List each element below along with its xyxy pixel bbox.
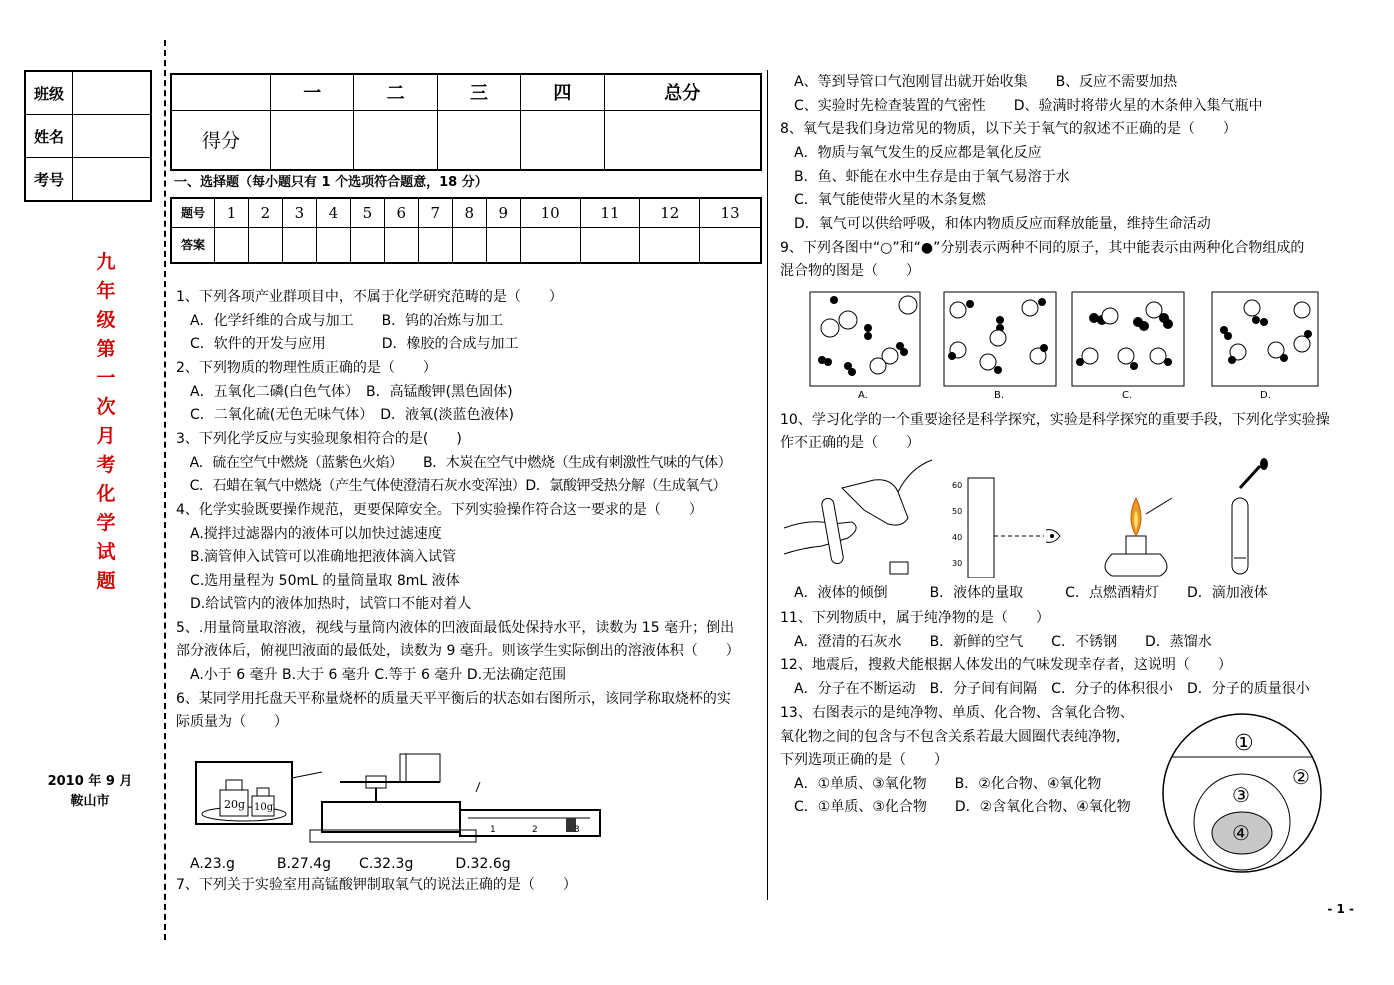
score-cell[interactable]	[521, 110, 604, 170]
question-line: A．硫在空气中燃烧（蓝紫色火焰） B．木炭在空气中燃烧（生成有刺激性气味的气体）	[176, 455, 732, 471]
score-header: 四	[521, 74, 604, 110]
score-header: 一	[271, 74, 354, 110]
question-line: A．五氧化二磷(白色气体） B．高锰酸钾(黑色固体)	[176, 384, 513, 400]
question-line: D.给试管内的液体加热时，试管口不能对着人	[176, 596, 472, 612]
exam-title-vertical	[96, 248, 116, 596]
question-line: C．①单质、③化合物 D．②含氧化合物、④氧化物	[780, 799, 1131, 815]
answer-num: 10	[520, 198, 580, 227]
title-char: 试	[96, 541, 116, 563]
answer-num: 6	[384, 198, 418, 227]
answer-num: 5	[350, 198, 384, 227]
title-char: 九	[96, 251, 116, 273]
answer-cell[interactable]	[486, 227, 520, 263]
title-char: 题	[96, 570, 116, 592]
question-line: 7、下列关于实验室用高锰酸钾制取氧气的说法正确的是（ ）	[176, 877, 577, 893]
question-line: A.搅拌过滤器内的液体可以加快过滤速度	[176, 526, 442, 542]
title-char: 月	[96, 425, 116, 447]
score-cell[interactable]	[354, 110, 437, 170]
title-char: 化	[96, 483, 116, 505]
score-corner	[171, 74, 271, 110]
question-line: 8、氧气是我们身边常见的物质，以下关于氧气的叙述不正确的是（ ）	[780, 121, 1237, 137]
cylinder-tick: 50	[952, 507, 963, 516]
score-header: 三	[437, 74, 520, 110]
name-label: 姓名	[25, 115, 73, 158]
class-field[interactable]	[73, 71, 152, 115]
q10-options: A．液体的倾倒 B．液体的量取 C．点燃酒精灯 D．滴加液体	[780, 585, 1268, 601]
option-caption: C.	[1122, 390, 1133, 401]
question-line: C．二氧化硫(无色无味气体） D．液氧(淡蓝色液体)	[176, 407, 514, 423]
answer-cell[interactable]	[640, 227, 700, 263]
question-line: 10、学习化学的一个重要途径是科学探究，实验是科学探究的重要手段，下列化学实验操	[780, 412, 1330, 428]
score-header: 二	[354, 74, 437, 110]
lab-operations-illustration	[782, 458, 1342, 578]
question-line: A．分子在不断运动 B．分子间有间隔 C．分子的体积很小 D．分子的质量很小	[780, 681, 1310, 697]
circle-label: ③	[1232, 783, 1250, 807]
answer-cell[interactable]	[384, 227, 418, 263]
answer-num: 7	[418, 198, 452, 227]
answer-num: 1	[215, 198, 249, 227]
question-line: 4、化学实验既要操作规范，更要保障安全。下列实验操作符合这一要求的是（ ）	[176, 502, 703, 518]
circle-label: ②	[1292, 765, 1310, 789]
section1-title: 一、选择题（每小题只有 1 个选项符合题意，18 分）	[174, 175, 488, 190]
answer-cell[interactable]	[700, 227, 761, 263]
answer-cell[interactable]	[215, 227, 249, 263]
exam-date: 2010 年 9 月	[47, 774, 133, 789]
q6-options: A.23.g B.27.4g C.32.3g D.32.6g	[176, 856, 511, 872]
answer-num-label: 题号	[171, 198, 215, 227]
answer-num: 11	[580, 198, 640, 227]
balance-illustration	[190, 742, 602, 852]
answer-num: 9	[486, 198, 520, 227]
question-line: 3、下列化学反应与实验现象相符合的是( )	[176, 431, 462, 447]
answer-cell[interactable]	[248, 227, 282, 263]
page-number: - 1 -	[1327, 902, 1354, 916]
answer-cell[interactable]	[282, 227, 316, 263]
answer-cell[interactable]	[418, 227, 452, 263]
question-line: A.小于 6 毫升 B.大于 6 毫升 C.等于 6 毫升 D.无法确定范围	[176, 667, 567, 683]
score-cell[interactable]	[604, 110, 761, 170]
option-caption: D.	[1260, 390, 1271, 401]
title-char: 考	[96, 454, 116, 476]
answer-num: 3	[282, 198, 316, 227]
question-line: A．①单质、③氧化物 B．②化合物、④氧化物	[780, 776, 1102, 792]
score-cell[interactable]	[437, 110, 520, 170]
weight-label: 20g	[224, 798, 246, 811]
question-line: B.滴管伸入试管可以准确地把液体滴入试管	[176, 549, 457, 565]
score-table	[170, 73, 762, 171]
question-line: 11、下列物质中，属于纯净物的是（ ）	[780, 610, 1050, 626]
question-line: 1、下列各项产业群项目中，不属于化学研究范畴的是（ ）	[176, 289, 563, 305]
class-label: 班级	[25, 71, 73, 115]
scale-tick: 1	[490, 825, 496, 835]
question-line: A．化学纤维的合成与加工 B．钨的冶炼与加工	[176, 313, 504, 329]
question-line: 下列选项正确的是（ ）	[780, 752, 948, 768]
weight-label: 10g	[254, 802, 274, 813]
question-line: C.选用量程为 50mL 的量筒量取 8mL 液体	[176, 573, 460, 589]
circle-label: ④	[1232, 821, 1250, 845]
student-info-table	[24, 70, 152, 202]
cylinder-tick: 40	[952, 533, 963, 542]
question-line: D．氧气可以供给呼吸，和体内物质反应而释放能量，维持生命活动	[780, 216, 1211, 232]
answer-grid	[170, 197, 762, 264]
exam-no-field[interactable]	[73, 158, 152, 202]
answer-cell[interactable]	[452, 227, 486, 263]
question-line: C、实验时先检查装置的气密性 D、验满时将带火星的木条伸入集气瓶中	[780, 98, 1263, 114]
title-char: 年	[96, 280, 116, 302]
question-line: A．物质与氧气发生的反应都是氧化反应	[780, 145, 1042, 161]
question-line: 12、地震后，搜救犬能根据人体发出的气味发现幸存者，这说明（ ）	[780, 657, 1232, 673]
answer-num: 13	[700, 198, 761, 227]
scale-tick: 2	[532, 825, 538, 835]
binding-dashed-line	[164, 40, 166, 940]
pouring-illustration	[784, 460, 932, 574]
question-line: C．石蜡在氧气中燃烧（产生气体使澄清石灰水变浑浊）D．氯酸钾受热分解（生成氧气）	[176, 478, 727, 494]
question-line: A、等到导管口气泡刚冒出就开始收集 B、反应不需要加热	[780, 74, 1178, 90]
option-caption: B.	[994, 390, 1005, 401]
score-header: 总分	[604, 74, 761, 110]
cylinder-tick: 30	[952, 559, 963, 568]
circle-label: ①	[1234, 731, 1254, 756]
question-line: A．澄清的石灰水 B．新鲜的空气 C．不锈钢 D．蒸馏水	[780, 634, 1212, 650]
question-line: 5、.用量筒量取溶液，视线与量筒内液体的凹液面最低处保持水平，读数为 15 毫升；倒出	[176, 620, 735, 636]
alcohol-lamp-illustration	[1105, 498, 1172, 576]
question-line: 部分液体后，俯视凹液面的最低处，读数为 9 毫升。则该学生实际倒出的溶液体积（ ）	[176, 643, 740, 659]
molecule-box-c	[1072, 292, 1184, 386]
answer-num: 2	[248, 198, 282, 227]
question-line: C．氧气能使带火星的木条复燃	[780, 192, 986, 208]
question-line: 混合物的图是（ ）	[780, 263, 920, 279]
question-line: 9、下列各图中“○”和“●”分别表示两种不同的原子，其中能表示由两种化合物组成的	[780, 240, 1305, 256]
exam-date-block	[40, 772, 140, 812]
column-separator	[767, 70, 768, 900]
answer-num: 8	[452, 198, 486, 227]
question-line: 13、右图表示的是纯净物、单质、化合物、含氧化合物、	[780, 705, 1134, 721]
dropper-illustration	[1232, 458, 1268, 574]
cylinder-tick: 60	[952, 481, 963, 490]
molecule-box-d	[1212, 292, 1318, 386]
title-char: 级	[96, 309, 116, 331]
molecule-diagrams	[808, 290, 1320, 402]
exam-no-label: 考号	[25, 158, 73, 202]
question-line: C．软件的开发与应用 D．橡胶的合成与加工	[176, 336, 519, 352]
nested-circles-diagram	[1158, 712, 1328, 874]
question-line: 2、下列物质的物理性质正确的是（ ）	[176, 360, 437, 376]
answer-cell[interactable]	[350, 227, 384, 263]
answer-cell[interactable]	[580, 227, 640, 263]
answer-num: 4	[316, 198, 350, 227]
question-line: 氧化物之间的包含与不包含关系若最大圆圈代表纯净物,	[780, 729, 1121, 745]
cylinder-illustration	[952, 478, 1060, 578]
question-line: 6、某同学用托盘天平称量烧杯的质量天平平衡后的状态如右图所示，该同学称取烧杯的实	[176, 691, 731, 707]
answer-cell[interactable]	[316, 227, 350, 263]
question-line: B．鱼、虾能在水中生存是由于氧气易溶于水	[780, 169, 1070, 185]
exam-city: 鞍山市	[70, 794, 110, 809]
question-line: 作不正确的是（ ）	[780, 435, 920, 451]
title-char: 学	[96, 512, 116, 534]
molecule-box-a	[810, 292, 920, 386]
option-caption: A.	[858, 390, 868, 401]
molecule-box-b	[944, 292, 1056, 386]
title-char: 一	[96, 367, 116, 389]
question-line: 际质量为（ ）	[176, 714, 288, 730]
title-char: 次	[96, 396, 116, 418]
title-char: 第	[96, 338, 116, 360]
answer-cell[interactable]	[520, 227, 580, 263]
scale-tick: 3	[574, 825, 580, 835]
score-cell[interactable]	[271, 110, 354, 170]
answer-num: 12	[640, 198, 700, 227]
score-row-label: 得分	[171, 110, 271, 170]
name-field[interactable]	[73, 115, 152, 158]
answer-label: 答案	[171, 227, 215, 263]
